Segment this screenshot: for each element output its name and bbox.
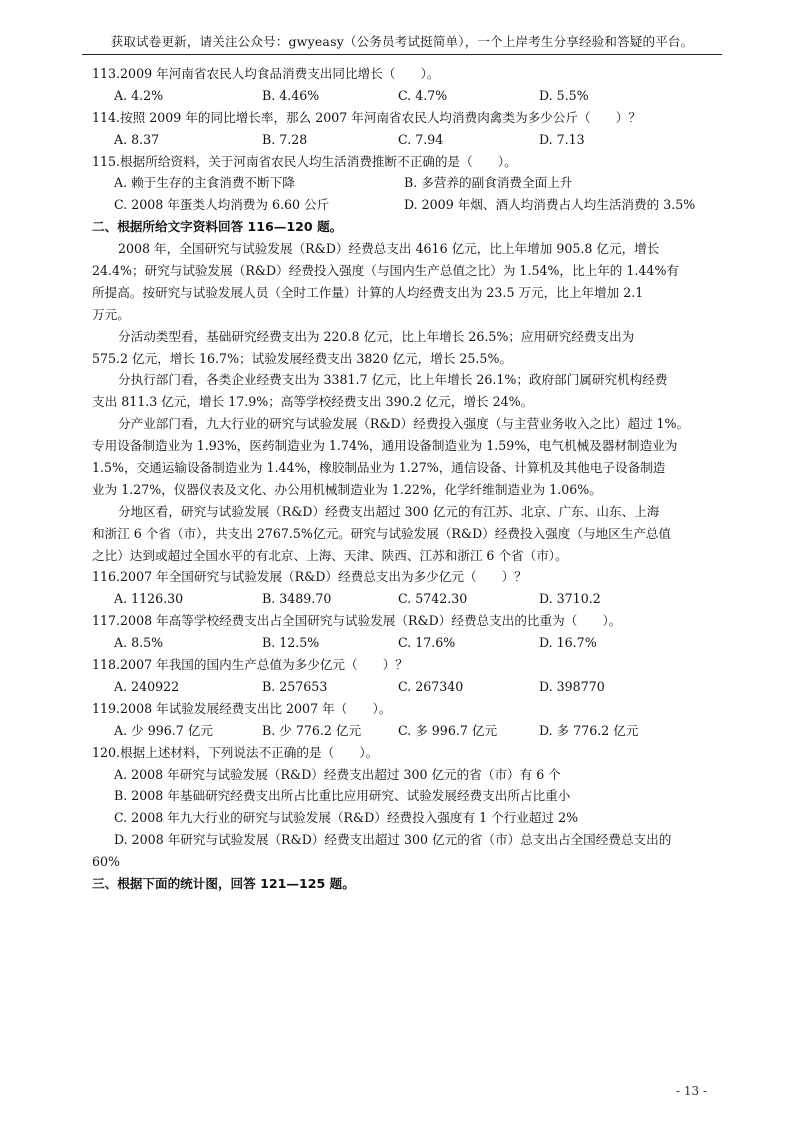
option-b[interactable]: B. 少 776.2 亿元 (262, 722, 362, 738)
option-c[interactable]: C. 5742.30 (398, 591, 468, 607)
passage-line: 分地区看，研究与试验发展（R&D）经费支出超过 300 亿元的有江苏、北京、广东、山东、上海 (118, 503, 660, 519)
option-a[interactable]: A. 2008 年研究与试验发展（R&D）经费支出超过 300 亿元的省（市）有 6 个 (114, 766, 561, 782)
section-2-title: 二、根据所给文字资料回答 116—120 题。 (92, 219, 343, 235)
option-a[interactable]: A. 4.2% (114, 87, 164, 103)
option-d[interactable]: D. 5.5% (539, 87, 589, 103)
passage-paragraph-1 (92, 238, 722, 326)
option-d-continuation: 60% (92, 854, 120, 870)
question-117-stem: 117.2008 年高等学校经费支出占全国研究与试验发展（R&D）经费总支出的比重为（ ）。 (92, 613, 622, 629)
page-content (92, 63, 722, 895)
question-114-stem: 114.按照 2009 年的同比增长率，那么 2007 年河南省农民人均消费肉禽类为多少公斤（ ）？ (92, 109, 641, 125)
option-b[interactable]: B. 多营养的副食消费全面上升 (404, 175, 573, 191)
passage-line: 业为 1.27%，仪器仪表及文化、办公用机械制造业为 1.22%，化学纤维制造业为 1.06%。 (92, 481, 602, 497)
option-a[interactable]: A. 1126.30 (114, 591, 184, 607)
option-b[interactable]: B. 4.46% (262, 87, 320, 103)
passage-line: 分活动类型看，基础研究经费支出为 220.8 亿元，比上年增长 26.5%；应用研究经费支出为 (118, 328, 635, 344)
passage-line: 专用设备制造业为 1.93%，医药制造业为 1.74%，通用设备制造业为 1.59%，电气机械及器材制造业为 (92, 438, 678, 454)
question-116-options (92, 588, 722, 610)
option-d[interactable]: D. 3710.2 (539, 591, 601, 607)
question-113-stem: 113.2009 年河南省农民人均食品消费支出同比增长（ ）。 (92, 66, 440, 81)
question-119-stem: 119.2008 年试验发展经费支出比 2007 年（ ）。 (92, 700, 392, 716)
option-d[interactable]: D. 2008 年研究与试验发展（R&D）经费支出超过 300 亿元的省（市）总支出占全国经费总支出的 (114, 832, 672, 848)
question-115-options-ab (92, 172, 722, 194)
option-b[interactable]: B. 257653 (262, 678, 328, 694)
question-115-options-cd (92, 194, 722, 216)
passage-line: 575.2 亿元，增长 16.7%；试验发展经费支出 3820 亿元，增长 25.5%。 (92, 350, 513, 366)
question-118-options (92, 676, 722, 698)
option-d[interactable]: D. 2009 年烟、酒人均消费占人均生活消费的 3.5% (404, 197, 696, 213)
option-d[interactable]: D. 多 776.2 亿元 (539, 722, 639, 738)
question-118-stem: 118.2007 年我国的国内生产总值为多少亿元（ ）？ (92, 657, 408, 673)
passage-paragraph-4 (92, 413, 722, 501)
page-header: 获取试卷更新，请关注公众号：gwyeasy（公务员考试挺简单），一个上岸考生分享经验和答疑的平台。 (110, 34, 694, 49)
passage-line: 24.4%；研究与试验发展（R&D）经费投入强度（与国内生产总值之比）为 1.54%，比上年的 1.44%有 (92, 263, 680, 279)
question-120-stem: 120.根据上述材料，下列说法不正确的是（ ）。 (92, 744, 379, 760)
passage-line: 之比）达到或超过全国水平的有北京、上海、天津、陕西、江苏和浙江 6 个省（市）。 (92, 547, 568, 563)
option-d[interactable]: D. 398770 (539, 678, 605, 694)
option-c[interactable]: C. 2008 年九大行业的研究与试验发展（R&D）经费投入强度有 1 个行业超过 2% (114, 810, 579, 826)
option-a[interactable]: A. 赖于生存的主食消费不断下降 (114, 175, 295, 191)
passage-line: 所提高。按研究与试验发展人员（全时工作量）计算的人均经费支出为 23.5 万元，比上年增加 2.1 (92, 284, 644, 300)
option-a[interactable]: A. 8.5% (114, 635, 164, 651)
option-d[interactable]: D. 7.13 (539, 131, 585, 147)
question-114-options (92, 129, 722, 151)
option-c[interactable]: C. 2008 年蛋类人均消费为 6.60 公斤 (114, 197, 330, 213)
option-a[interactable]: A. 240922 (114, 678, 180, 694)
option-c[interactable]: C. 多 996.7 亿元 (398, 722, 498, 738)
question-116-stem: 116.2007 年全国研究与试验发展（R&D）经费总支出为多少亿元（ ）？ (92, 569, 527, 585)
page-number: - 13 - (676, 1084, 708, 1098)
question-115-stem: 115.根据所给资料，关于河南省农民人均生活消费推断不正确的是（ ）。 (92, 153, 517, 169)
question-113-options (92, 85, 722, 107)
passage-line: 1.5%，交通运输设备制造业为 1.44%，橡胶制品业为 1.27%，通信设备、计算机及其他电子设备制造 (92, 460, 666, 476)
passage-line: 分产业部门看，九大行业的研究与试验发展（R&D）经费投入强度（与主营业务收入之比）超过 1%。 (118, 416, 690, 432)
passage-paragraph-3 (92, 369, 722, 413)
option-d[interactable]: D. 16.7% (539, 635, 597, 651)
option-c[interactable]: C. 7.94 (398, 131, 444, 147)
question-119-options (92, 720, 722, 742)
passage-line: 分执行部门看，各类企业经费支出为 3381.7 亿元，比上年增长 26.1%；政府部门属研究机构经费 (118, 372, 668, 388)
passage-line: 和浙江 6 个省（市），共支出 2767.5%亿元。研究与试验发展（R&D）经费投入强度（与地区生产总值 (92, 525, 672, 541)
header-divider (82, 54, 722, 55)
option-b[interactable]: B. 2008 年基础研究经费支出所占比重比应用研究、试验发展经费支出所占比重小 (114, 788, 571, 804)
option-b[interactable]: B. 3489.70 (262, 591, 332, 607)
option-a[interactable]: A. 8.37 (114, 131, 160, 147)
option-b[interactable]: B. 7.28 (262, 131, 308, 147)
section-3-title: 三、根据下面的统计图，回答 121—125 题。 (92, 875, 355, 891)
option-c[interactable]: C. 267340 (398, 678, 464, 694)
passage-line: 支出 811.3 亿元，增长 17.9%；高等学校经费支出 390.2 亿元，增长 24%。 (92, 394, 534, 410)
option-c[interactable]: C. 17.6% (398, 635, 456, 651)
question-117-options (92, 632, 722, 654)
passage-paragraph-2 (92, 326, 722, 370)
option-b[interactable]: B. 12.5% (262, 635, 320, 651)
option-c[interactable]: C. 4.7% (398, 87, 448, 103)
passage-paragraph-5 (92, 501, 722, 567)
option-a[interactable]: A. 少 996.7 亿元 (114, 722, 213, 738)
passage-line: 万元。 (92, 306, 130, 322)
passage-line: 2008 年，全国研究与试验发展（R&D）经费总支出 4616 亿元，比上年增加 905.8 亿元，增长 (118, 241, 660, 257)
